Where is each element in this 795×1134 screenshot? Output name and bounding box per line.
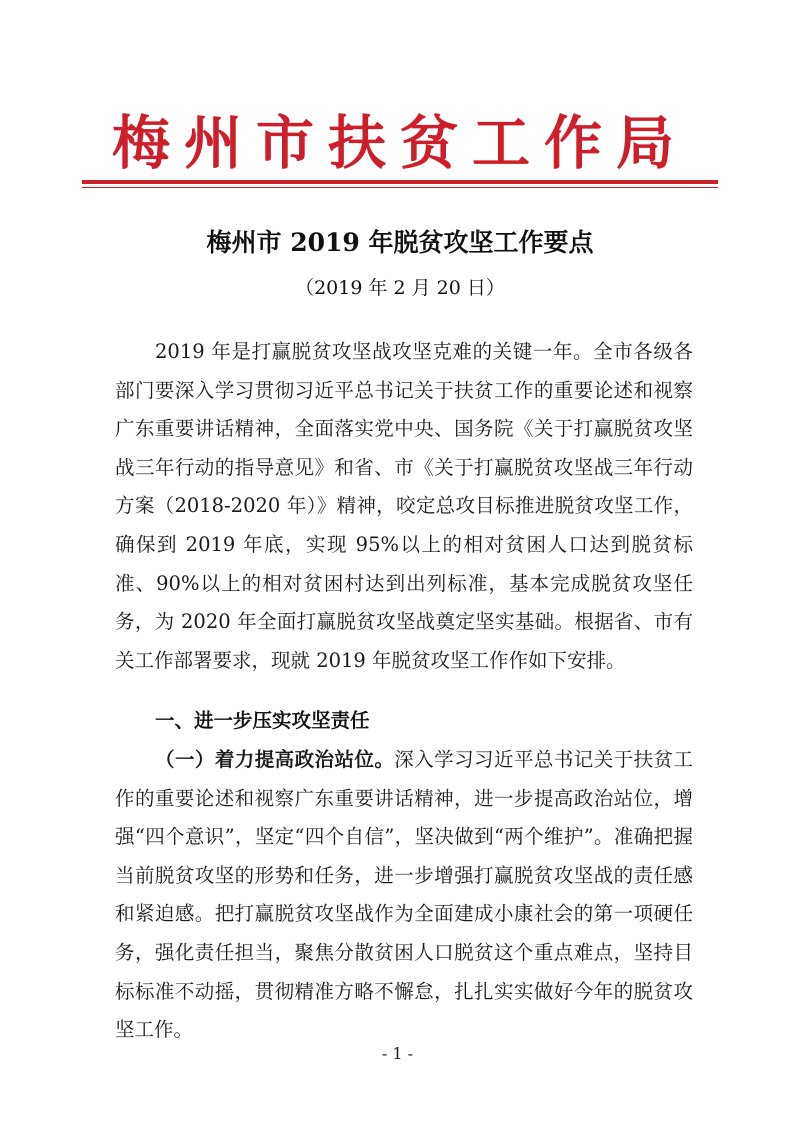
document-date: （2019 年 2 月 20 日）	[295, 277, 505, 299]
item-lead: （一）着力提高政治站位。	[155, 748, 395, 771]
letterhead-rule-thin	[82, 187, 718, 188]
page-number: - 1 -	[381, 1044, 414, 1063]
item-text: 深入学习习近平总书记关于扶贫工作的重要论述和视察广东重要讲话精神，进一步提高政治站位，增强“四个意识”，坚定“四个自信”，坚决做到“两个维护”。准确把握当前脱贫攻坚的形势和任务，进一步增强打赢脱贫攻坚战的责任感和紧迫感。把打赢脱贫攻坚战作为全面建成小康社会的第一项硬任务，强化责任担当，聚焦分散贫困人口脱贫这个重点难点，坚持目标标准不动摇，贯彻精准方略不懈怠，扎扎实实做好今年的脱贫攻坚工作。	[115, 748, 693, 1042]
letterhead-rule-thick	[82, 180, 718, 184]
intro-paragraph: 2019 年是打赢脱贫攻坚战攻坚克难的关键一年。全市各级各部门要深入学习贯彻习近平总书记关于扶贫工作的重要论述和视察广东重要讲话精神，全面落实党中央、国务院《关于打赢脱贫攻坚战三年行动的指导意见》和省、市《关于打赢脱贫攻坚战三年行动方案（2018-2020 年）》精神，咬定总攻目标推进脱贫攻坚工作，确保到 2019 年底，实现 95%以上的相对贫困人口达到脱贫标准、90%以上的相对贫困村达到出列标准，基本完成脱贫攻坚任务，为 2020 年全面打赢脱贫攻坚战奠定坚实基础。根据省、市有关工作部署要求，现就 2019 年脱贫攻坚工作作如下安排。	[115, 340, 693, 672]
letterhead-organization: 梅州市扶贫工作局	[111, 109, 688, 177]
document-title: 梅州市 2019 年脱贫攻坚工作要点	[206, 228, 594, 257]
item-paragraph	[115, 741, 693, 1050]
section-heading: 一、进一步压实攻坚责任	[155, 709, 370, 732]
